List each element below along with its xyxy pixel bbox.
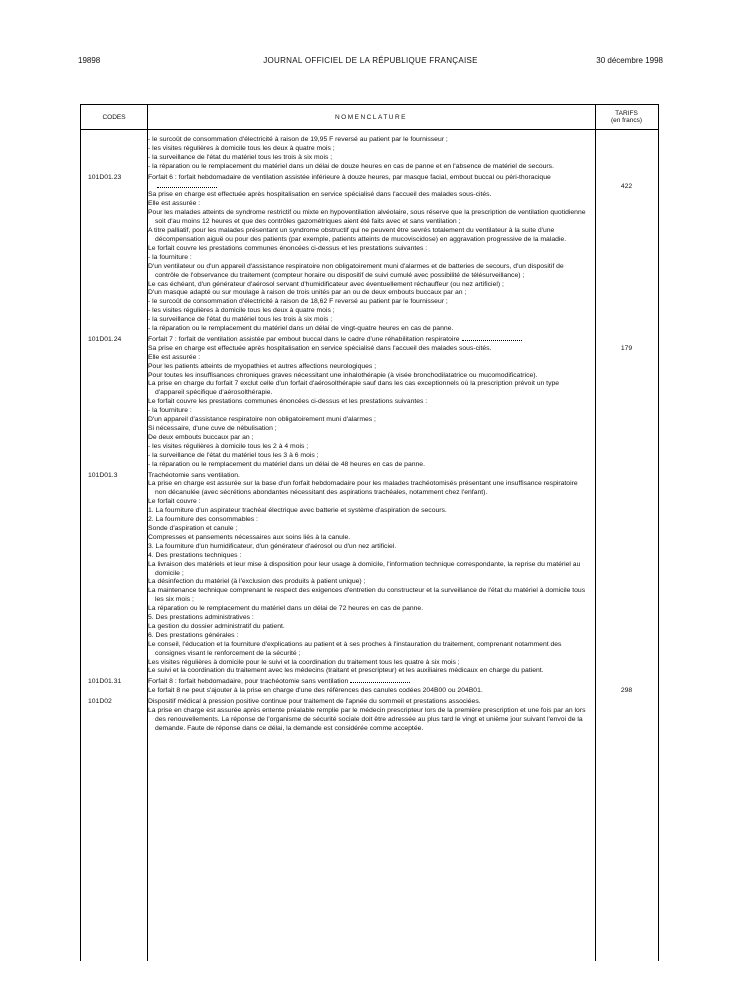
- nomenclature-line: Pour les patients atteints de myopathies et autres affections neurologiques ;: [148, 362, 377, 370]
- tarifs-label: TARIFS: [615, 110, 638, 117]
- nomenclature-line: 4. Des prestations techniques :: [148, 551, 242, 559]
- nomenclature-line: La prise en charge est assurée après entente préalable remplie par le médecin prescripteur lors de la première prescription et une fois par an lors des renouvellements. La réponse de l'organisme de sécurité sociale doit être adressée au plus tard le vingt et unième jour suivant l'envoi de la demande. Faute de réponse dans ce délai, la demande est considérée comme acceptée.: [148, 707, 586, 732]
- nomenclature-text: [148, 174, 589, 334]
- nomenclature-line: Pour les malades atteints de syndrome restrictif ou mixte en hypoventilation alvéolaire, sous réserve que la prescription de ventilation quotidienne soit d'au moins 12 heures et que des contrôles gazométriques aient été faits avec et sans ventilation ;: [148, 209, 586, 226]
- table-row: [81, 698, 658, 734]
- forfait-title: Forfait 6 : forfait hebdomadaire de ventilation assistée inférieure à douze heures, par masque facial, embout buccal ou péri-thoracique: [148, 173, 551, 181]
- tarifs-unit: (en francs): [610, 117, 643, 124]
- leader-dots: [462, 340, 522, 341]
- nomenclature-line: Le suivi et la coordination du traitement avec les médecins (traitant et prescripteur) et les auxiliaires médicaux en charge du patient.: [148, 667, 544, 675]
- nomenclature-line: Le forfait 8 ne peut s'ajouter à la prise en charge d'une des références des canules codées 204B00 ou 204B01.: [148, 687, 483, 695]
- nomenclature-line: 2. La fourniture des consommables :: [148, 516, 258, 524]
- leader-dots: [157, 187, 217, 188]
- nomenclature-line: - la surveillance de l'état du matériel tous les trois à six mois ;: [148, 316, 333, 324]
- nomenclature-code: 101D01.23: [88, 173, 122, 181]
- nomenclature-line: [148, 174, 589, 192]
- nomenclature-line: - les visites régulières à domicile tous les deux à quatre mois ;: [148, 144, 335, 152]
- nomenclature-line: [148, 678, 589, 687]
- nomenclature-line: Le conseil, l'éducation et la fourniture d'explications au patient et à ses proches à l'instauration du traitement, comprenant notamment des consignes visant le renforcement de la sécurité ;: [148, 640, 562, 657]
- nomenclature-line: Sa prise en charge est effectuée après hospitalisation en service spécialisé dans l'accueil des malades sous-cités.: [148, 344, 492, 352]
- nomenclature-line: - la réparation ou le remplacement du matériel dans un délai de vingt-quatre heures en cas de panne.: [148, 325, 454, 333]
- nomenclature-line: La livraison des matériels et leur mise à disposition pour leur usage à domicile, l'information technique correspondante, la reprise du matériel au domicile ;: [148, 560, 581, 577]
- table-row: [81, 136, 658, 172]
- tarifs-column-header: [595, 105, 658, 129]
- nomenclature-line: - la surveillance de l'état du matériel tous les 3 à 6 mois ;: [148, 451, 319, 459]
- nomenclature-line: D'un ventilateur ou d'un appareil d'assistance respiratoire non obligatoirement muni d'alarmes et de batteries de secours, d'un dispositif de contrôle de l'observance du traitement (compteur horaire ou dispositif de suivi cumulé avec possibilité de télésurveillance) ;: [148, 262, 564, 279]
- nomenclature-line: La gestion du dossier administratif du patient.: [148, 622, 285, 630]
- nomenclature-line: Le forfait couvre les prestations communes énoncées ci-dessus et les prestations suivantes :: [148, 244, 428, 252]
- nomenclature-code: 101D01.24: [88, 335, 122, 343]
- nomenclature-line: Elle est assurée :: [148, 353, 201, 361]
- header-divider: [81, 129, 658, 130]
- nomenclature-line: Le forfait couvre :: [148, 498, 201, 506]
- nomenclature-code: 101D02: [88, 698, 112, 706]
- nomenclature-line: Compresses et pansements nécessaires aux soins liés à la canule.: [148, 533, 351, 541]
- nomenclature-line: - les visites régulières à domicile tous les 2 à 4 mois ;: [148, 442, 309, 450]
- nomenclature-line: - la surveillance de l'état du matériel tous les trois à six mois ;: [148, 153, 333, 161]
- nomenclature-text: [148, 472, 589, 677]
- nomenclature-line: - le surcoût de consommation d'électricité à raison de 18,62 F reversé au patient par le fournisseur ;: [148, 298, 448, 306]
- forfait-title: Forfait 7 : forfait de ventilation assistée par embout buccal dans le cadre d'une réhabilitation respiratoire: [148, 335, 460, 343]
- nomenclature-line: Si nécessaire, d'une cuve de nébulisation ;: [148, 425, 277, 432]
- nomenclature-line: D'un masque adapté ou sur moulage à raison de trois unités par an ou de deux embouts buccaux par an ;: [148, 289, 467, 297]
- nomenclature-line: - les visites régulières à domicile tous les deux à quatre mois ;: [148, 307, 335, 315]
- publication-date: 30 décembre 1998: [596, 56, 663, 65]
- nomenclature-line: La maintenance technique comprenant le respect des exigences d'entretien du constructeur et la surveillance de l'état du matériel à domicile tous les six mois ;: [148, 587, 586, 604]
- table-row: [81, 678, 658, 696]
- nomenclature-line: Le cas échéant, d'un générateur d'aérosol servant d'humidificateur avec éventuellement réchauffeur (ou nez artificiel) ;: [148, 280, 504, 288]
- nomenclature-code: 101D01.3: [88, 471, 118, 479]
- nomenclature-column-header: NOMENCLATURE: [334, 113, 408, 121]
- nomenclature-line: 1. La fourniture d'un aspirateur trachéal électrique avec batterie et système d'aspiration de secours.: [148, 507, 447, 515]
- nomenclature-line: - la fourniture :: [148, 253, 192, 261]
- nomenclature-table: [80, 104, 659, 961]
- nomenclature-code: 101D01.31: [88, 678, 122, 686]
- nomenclature-line: Elle est assurée :: [148, 200, 201, 208]
- nomenclature-line: 6. Des prestations générales :: [148, 631, 239, 639]
- nomenclature-line: [148, 336, 589, 345]
- nomenclature-text: [148, 678, 589, 696]
- tarif-value: 179: [620, 344, 633, 352]
- nomenclature-text: [148, 336, 589, 470]
- forfait-title: Forfait 8 : forfait hebdomadaire, pour trachéotomie sans ventilation: [148, 678, 349, 686]
- nomenclature-text: [148, 136, 589, 172]
- nomenclature-line: Les visites régulières à domicile pour le suivi et la coordination du traitement tous les quatre à six mois ;: [148, 658, 460, 666]
- nomenclature-line: - la fourniture :: [148, 407, 192, 415]
- nomenclature-line: - la réparation ou le remplacement du matériel dans un délai de 48 heures en cas de panne.: [148, 460, 425, 468]
- tarif-value: 422: [620, 182, 633, 190]
- table-row: [81, 174, 658, 334]
- nomenclature-line: La prise en charge du forfait 7 exclut celle d'un forfait d'aérosolthérapie sauf dans les cas exceptionnels où la prescription prévoit un type d'appareil spécifique d'aérosolthérapie.: [148, 380, 560, 397]
- table-body: [81, 136, 658, 734]
- nomenclature-line: La prise en charge est assurée sur la base d'un forfait hebdomadaire pour les malades trachéotomisés présentant une insuffisance respiratoire non décanulée (avec sécrétions abondantes nécessitant des aspirations trachéales, notamment chez l'enfant).: [148, 480, 578, 497]
- nomenclature-line: Sa prise en charge est effectuée après hospitalisation en service spécialisé dans l'accueil des malades sous-cités.: [148, 191, 492, 199]
- nomenclature-line: 5. Des prestations administratives :: [148, 614, 254, 622]
- nomenclature-line: - la réparation ou le remplacement du matériel dans un délai de douze heures en cas de panne et en l'absence de matériel de secours.: [148, 162, 554, 170]
- nomenclature-line: De deux embouts buccaux par an ;: [148, 433, 254, 441]
- nomenclature-line: - le surcoût de consommation d'électricité à raison de 19,95 F reversé au patient par le fournisseur ;: [148, 136, 448, 143]
- nomenclature-line: Pour toutes les insuffisances chroniques graves nécessitant une inhalothérapie (à visée bronchodilatatrice ou mucomodificatrice).: [148, 371, 538, 379]
- leader-dots: [350, 682, 410, 683]
- page-header: [78, 56, 663, 70]
- nomenclature-line: Sonde d'aspiration et canule ;: [148, 524, 238, 532]
- nomenclature-line: D'un appareil d'assistance respiratoire non obligatoirement muni d'alarmes ;: [148, 416, 376, 424]
- nomenclature-text: [148, 698, 589, 734]
- table-row: [81, 336, 658, 470]
- nomenclature-line: Trachéotomie sans ventilation.: [148, 471, 240, 479]
- journal-title: JOURNAL OFFICIEL DE LA RÉPUBLIQUE FRANÇAISE: [263, 56, 478, 65]
- nomenclature-line: Le forfait couvre les prestations communes énoncées ci-dessus et les prestations suivantes :: [148, 398, 428, 406]
- codes-column-header: CODES: [102, 113, 126, 121]
- nomenclature-line: Dispositif médical à pression positive continue pour traitement de l'apnée du sommeil et prestations associées.: [148, 698, 481, 706]
- nomenclature-line: La désinfection du matériel (à l'exclusion des produits à patient unique) ;: [148, 578, 366, 586]
- table-row: [81, 472, 658, 677]
- nomenclature-line: A titre palliatif, pour les malades présentant un syndrome obstructif qui ne peuvent être sevrés totalement du ventilateur à la suite d'une décompensation aiguë ou pour des patients (par exemple, patients atteints de mucoviscidose) en aggravation progressive de la maladie.: [148, 227, 567, 243]
- tarif-value: 298: [620, 687, 633, 695]
- nomenclature-line: La réparation ou le remplacement du matériel dans un délai de 72 heures en cas de panne.: [148, 605, 424, 613]
- nomenclature-line: 3. La fourniture d'un humidificateur, d'un générateur d'aérosol ou d'un nez artificiel.: [148, 542, 397, 550]
- page-number: 19898: [78, 56, 101, 65]
